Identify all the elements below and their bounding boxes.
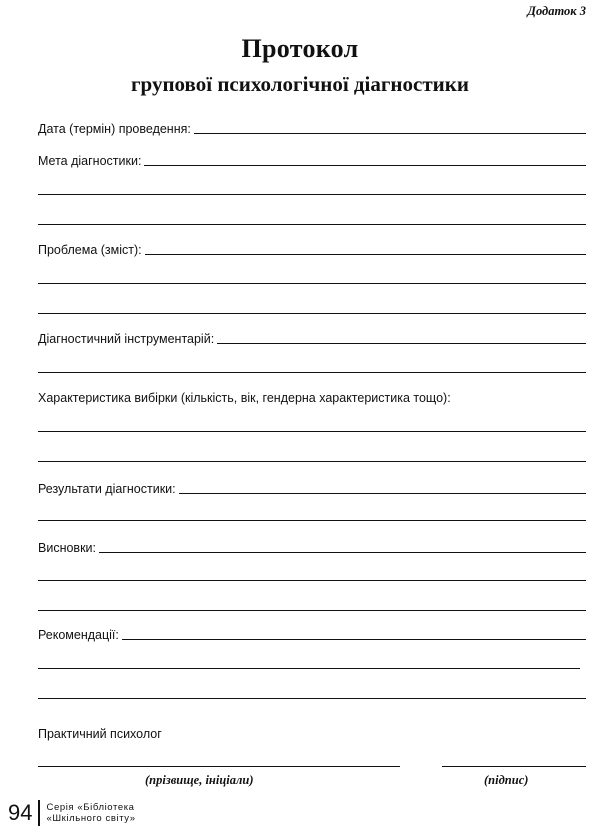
date-label: Дата (термін) проведення: [38,122,191,136]
series-line-2: «Шкільного світу» [46,813,136,824]
psychologist-field [38,727,586,741]
tools-label: Діагностичний інструментарій: [38,332,215,346]
sample-blank-line-2 [38,461,586,462]
goal-blank-line-2 [38,194,586,195]
psychologist-label: Практичний психолог [38,727,162,741]
tools-blank-line-2 [38,372,586,373]
results-blank-line [179,483,586,494]
conclusions-blank-line [99,542,586,553]
tools-field [38,332,586,346]
problem-label: Проблема (зміст): [38,243,142,257]
conclusions-blank-line-2 [38,580,586,581]
problem-blank-line-2 [38,283,586,284]
results-label: Результати діагностики: [38,482,176,496]
date-field [38,122,586,136]
goal-blank-line-3 [38,224,586,225]
sign-signature-line [442,766,586,767]
conclusions-field [38,541,586,555]
series-line-1: Серія «Бібліотека [46,802,135,813]
results-blank-line-2 [38,520,586,521]
recommendations-blank-line [122,629,586,640]
goal-field [38,154,586,168]
conclusions-label: Висновки: [38,541,96,555]
sample-blank-line-1 [38,431,586,432]
page-footer [8,800,136,826]
page-number: 94 [8,800,40,826]
name-caption: (прізвище, ініціали) [145,773,254,787]
series-name [40,802,135,824]
date-blank-line [194,123,586,134]
problem-field [38,243,586,257]
document-title: Протокол [241,34,359,63]
problem-blank-line-3 [38,313,586,314]
results-field [38,482,586,496]
sample-field [38,391,586,405]
tools-blank-line [217,333,586,344]
problem-blank-line [145,244,586,255]
recommendations-label: Рекомендації: [38,628,119,642]
sample-label: Характеристика вибірки (кількість, вік, гендерна характеристика тощо): [38,391,451,405]
goal-blank-line [144,155,586,166]
recommendations-blank-line-3 [38,698,586,699]
goal-label: Мета діагностики: [38,154,142,168]
recommendations-field [38,628,586,642]
name-signature-line [38,766,400,767]
recommendations-blank-line-2 [38,668,580,669]
document-subtitle: групової психологічної діагностики [131,72,469,96]
sign-caption: (підпис) [484,773,529,787]
conclusions-blank-line-3 [38,610,586,611]
annex-label: Додаток 3 [527,4,586,18]
